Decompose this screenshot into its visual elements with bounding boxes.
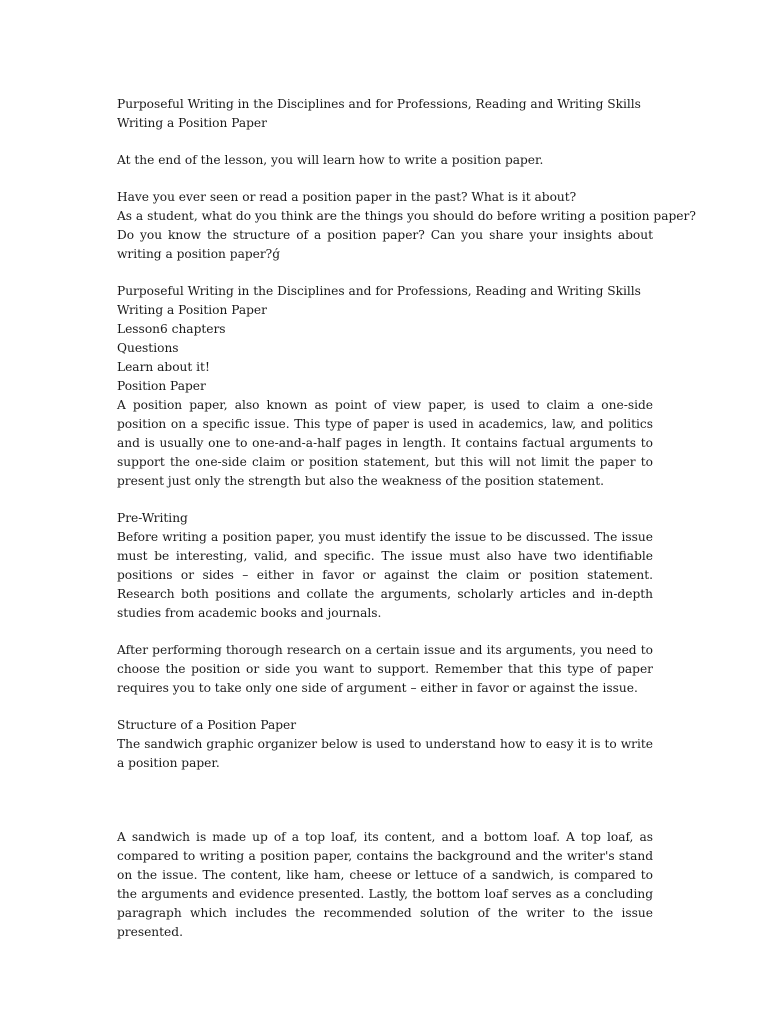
lesson-chapters: Lesson6 chapters (117, 322, 226, 336)
question-2: As a student, what do you think are the things you should do before writing a position paper? (117, 209, 696, 223)
sandwich-paragraph: A sandwich is made up of a top loaf, its content, and a bottom loaf. A top loaf, as compared to writing a position paper, contains the background and the writer's stand on the issue. The content, like ham, cheese or lettuce of a sandwich, is compared to the arguments and evidence presented. Lastly, the bottom loaf serves as a concluding paragraph which includes the recommended solution of the writer to the issue presented. (117, 830, 653, 939)
document-page (117, 95, 696, 942)
position-paper-heading: Position Paper (117, 379, 206, 393)
spacer (117, 698, 653, 716)
spacer (117, 170, 653, 188)
question-3: Do you know the structure of a position paper? Can you share your insights about writing a position paper?ǵ (117, 228, 653, 261)
lesson-title-repeat: Writing a Position Paper (117, 303, 267, 317)
pre-writing-paragraph-1: Before writing a position paper, you must identify the issue to be discussed. The issue must be interesting, valid, and specific. The issue must also have two identifiable positions or sides – either in favor or against the claim or position statement. Research both positions and collate the arguments, scholarly articles and in-depth studies from academic books and journals. (117, 530, 653, 620)
course-title: Purposeful Writing in the Disciplines and for Professions, Reading and Writing Skills (117, 97, 641, 111)
pre-writing-paragraph-2: After performing thorough research on a certain issue and its arguments, you need to choose the position or side you want to support. Remember that this type of paper requires you to take only one side of argument – either in favor or against the issue. (117, 643, 653, 695)
lesson-title: Writing a Position Paper (117, 116, 267, 130)
learn-about-it: Learn about it! (117, 360, 210, 374)
structure-heading: Structure of a Position Paper (117, 718, 297, 732)
spacer (117, 264, 653, 282)
lesson-objective: At the end of the lesson, you will learn how to write a position paper. (117, 153, 544, 167)
spacer (117, 491, 653, 509)
question-1: Have you ever seen or read a position paper in the past? What is it about? (117, 190, 577, 204)
course-title-repeat: Purposeful Writing in the Disciplines and for Professions, Reading and Writing Skills (117, 284, 641, 298)
questions-label: Questions (117, 341, 179, 355)
pre-writing-heading: Pre-Writing (117, 511, 188, 525)
graphic-organizer-placeholder (117, 773, 653, 828)
structure-intro: The sandwich graphic organizer below is used to understand how to easy it is to write a position paper. (117, 737, 653, 770)
position-paper-definition: A position paper, also known as point of view paper, is used to claim a one-side position on a specific issue. This type of paper is used in academics, law, and politics and is usually one to one-and-a-half pages in length. It contains factual arguments to support the one-side claim or position statement, but this will not limit the paper to present just only the strength but also the weakness of the position statement. (117, 398, 653, 488)
spacer (117, 133, 653, 151)
spacer (117, 623, 653, 641)
